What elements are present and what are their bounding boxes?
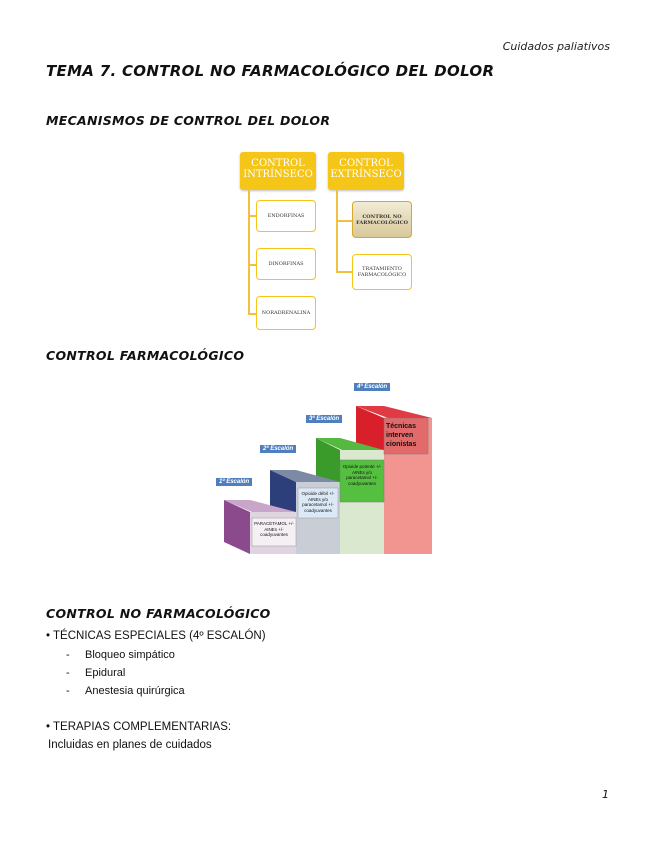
list-item	[66, 685, 185, 697]
list-item	[66, 649, 175, 661]
non-pharmacological-box: CONTROL NO FARMACOLÓGICO	[352, 201, 412, 238]
dash-marker: -	[66, 685, 70, 697]
step4-text: Técnicas interven cionistas	[386, 423, 417, 448]
pain-control-diagram	[236, 150, 426, 335]
list-item	[66, 667, 125, 679]
step1-text: PARACETAMOL +/- AINEs +/- coadyuvantes	[254, 521, 294, 537]
intrinsic-control-box: CONTROL INTRÍNSECO	[240, 152, 316, 190]
staircase-graphic	[216, 378, 432, 558]
step3-label: 3º Escalón	[306, 415, 342, 423]
extrinsic-control-box: CONTROL EXTRÍNSECO	[328, 152, 404, 190]
dash-marker: -	[66, 649, 70, 661]
step2-label: 2º Escalón	[260, 445, 296, 453]
section-heading-pharmacological: CONTROL FARMACOLÓGICO	[46, 348, 245, 363]
dynorphins-box: DINORFINAS	[256, 248, 316, 280]
list-item-text: Bloqueo simpático	[85, 649, 175, 661]
connector-left-2	[248, 264, 256, 266]
bullet-complementary-therapies: • TERAPIAS COMPLEMENTARIAS:	[46, 721, 232, 733]
analgesic-ladder	[216, 378, 432, 558]
section-heading-non-pharmacological: CONTROL NO FARMACOLÓGICO	[46, 606, 271, 621]
step3-text: Opioide potente +/- AINEs y/o paracetamol +/- coadyuvantes	[342, 464, 382, 486]
list-item-text: Anestesia quirúrgica	[85, 685, 185, 697]
section-heading-mechanisms: MECANISMOS DE CONTROL DEL DOLOR	[46, 113, 331, 128]
page-title: TEMA 7. CONTROL NO FARMACOLÓGICO DEL DOLOR	[46, 62, 495, 80]
endorphins-box: ENDORFINAS	[256, 200, 316, 232]
complementary-note: Incluidas en planes de cuidados	[48, 739, 212, 751]
noradrenaline-box: NORADRENALINA	[256, 296, 316, 330]
step1-label: 1º Escalón	[216, 478, 252, 486]
connector-left-1	[248, 215, 256, 217]
connector-left-3	[248, 313, 256, 315]
connector-right-1	[336, 220, 352, 222]
page-number: 1	[602, 788, 609, 801]
dash-marker: -	[66, 667, 70, 679]
step2-text: Opioide débil +/- AINEs y/o paracetamol +/- coadyuvantes	[301, 491, 335, 513]
pharmacological-box: TRATAMIENTO FARMACOLÓGICO	[352, 254, 412, 290]
course-header: Cuidados paliativos	[502, 40, 610, 53]
bullet-special-techniques: • TÉCNICAS ESPECIALES (4º ESCALÓN)	[46, 630, 266, 642]
list-item-text: Epidural	[85, 667, 126, 679]
step4-label: 4º Escalón	[354, 383, 390, 391]
connector-left	[248, 190, 250, 315]
connector-right	[336, 190, 338, 272]
connector-right-2	[336, 271, 352, 273]
